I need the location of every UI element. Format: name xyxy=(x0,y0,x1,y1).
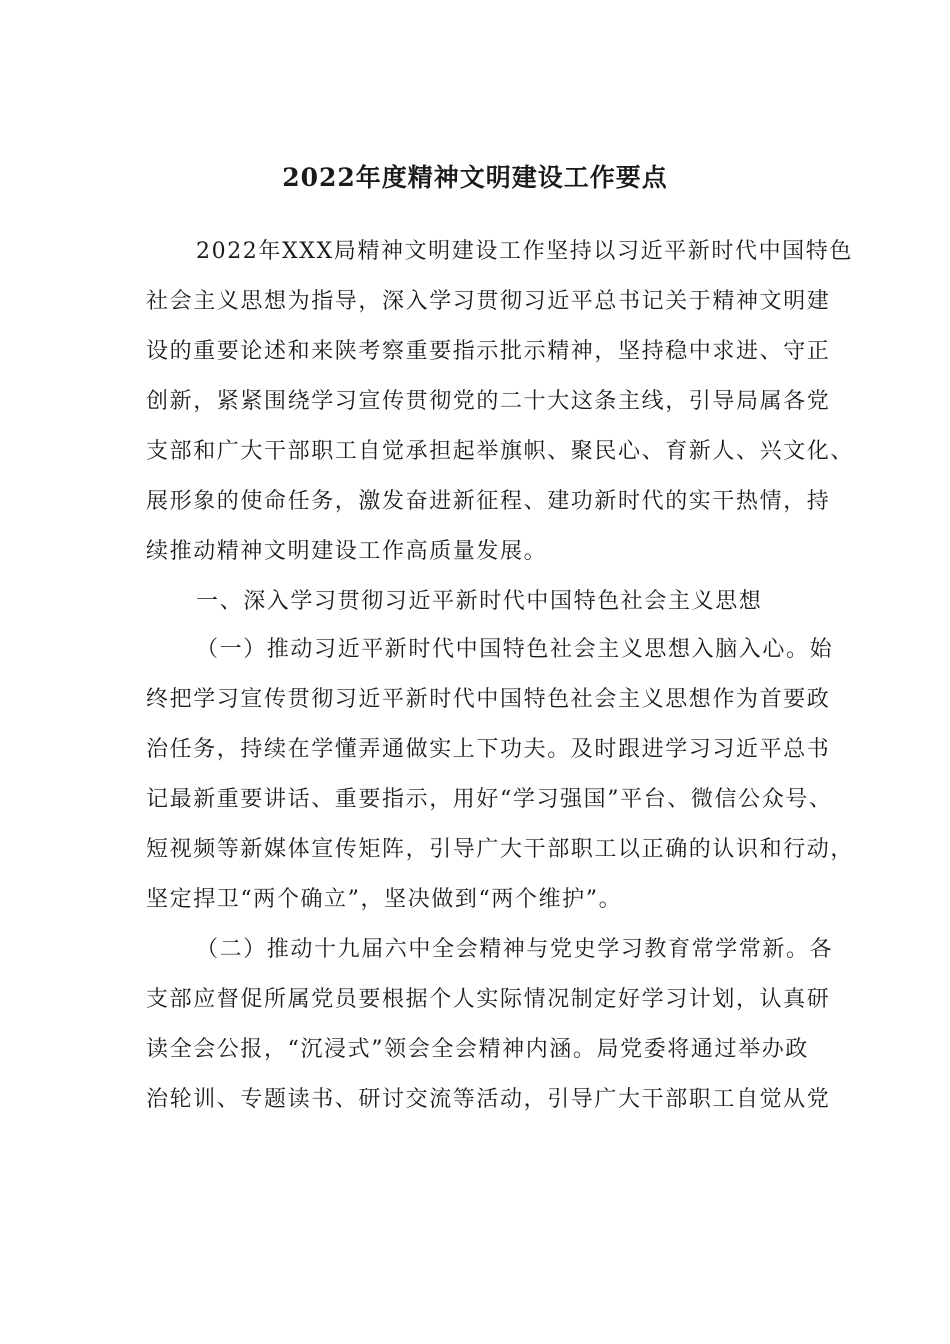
paragraph-line: 设的重要论述和来陕考察重要指示批示精神，坚持稳中求进、守正 xyxy=(146,339,831,364)
paragraph-line: （一）推动习近平新时代中国特色社会主义思想入脑入心。始 xyxy=(196,637,834,662)
paragraph-line: 读全会公报，“沉浸式”领会全会精神内涵。局党委将通过举办政 xyxy=(146,1037,809,1062)
paragraph-line: 坚定捍卫“两个确立”，坚决做到“两个维护”。 xyxy=(146,887,623,912)
paragraph-line: 支部和广大干部职工自觉承担起举旗帜、聚民心、育新人、兴文化、 xyxy=(146,439,855,464)
paragraph-line: 创新，紧紧围绕学习宣传贯彻党的二十大这条主线，引导局属各党 xyxy=(146,389,831,414)
paragraph-line: 展形象的使命任务，激发奋进新征程、建功新时代的实干热情，持 xyxy=(146,489,831,514)
paragraph-line: 2022年XXX局精神文明建设工作坚持以习近平新时代中国特色 xyxy=(196,239,853,264)
paragraph-line: 短视频等新媒体宣传矩阵，引导广大干部职工以正确的认识和行动， xyxy=(146,837,855,862)
paragraph-line: 治任务，持续在学懂弄通做实上下功夫。及时跟进学习习近平总书 xyxy=(146,737,831,762)
paragraph-line: 终把学习宣传贯彻习近平新时代中国特色社会主义思想作为首要政 xyxy=(146,687,831,712)
paragraph-line: 社会主义思想为指导，深入学习贯彻习近平总书记关于精神文明建 xyxy=(146,289,831,314)
paragraph-line: 记最新重要讲话、重要指示，用好“学习强国”平台、微信公众号、 xyxy=(146,787,833,812)
paragraph-line: （二）推动十九届六中全会精神与党史学习教育常学常新。各 xyxy=(196,937,834,962)
section-heading: 一、深入学习贯彻习近平新时代中国特色社会主义思想 xyxy=(196,589,763,614)
paragraph-line: 续推动精神文明建设工作高质量发展。 xyxy=(146,539,548,564)
paragraph-line: 支部应督促所属党员要根据个人实际情况制定好学习计划，认真研 xyxy=(146,987,831,1012)
document-title: 2022年度精神文明建设工作要点 xyxy=(282,163,668,192)
paragraph-line: 治轮训、专题读书、研讨交流等活动，引导广大干部职工自觉从党 xyxy=(146,1087,831,1112)
